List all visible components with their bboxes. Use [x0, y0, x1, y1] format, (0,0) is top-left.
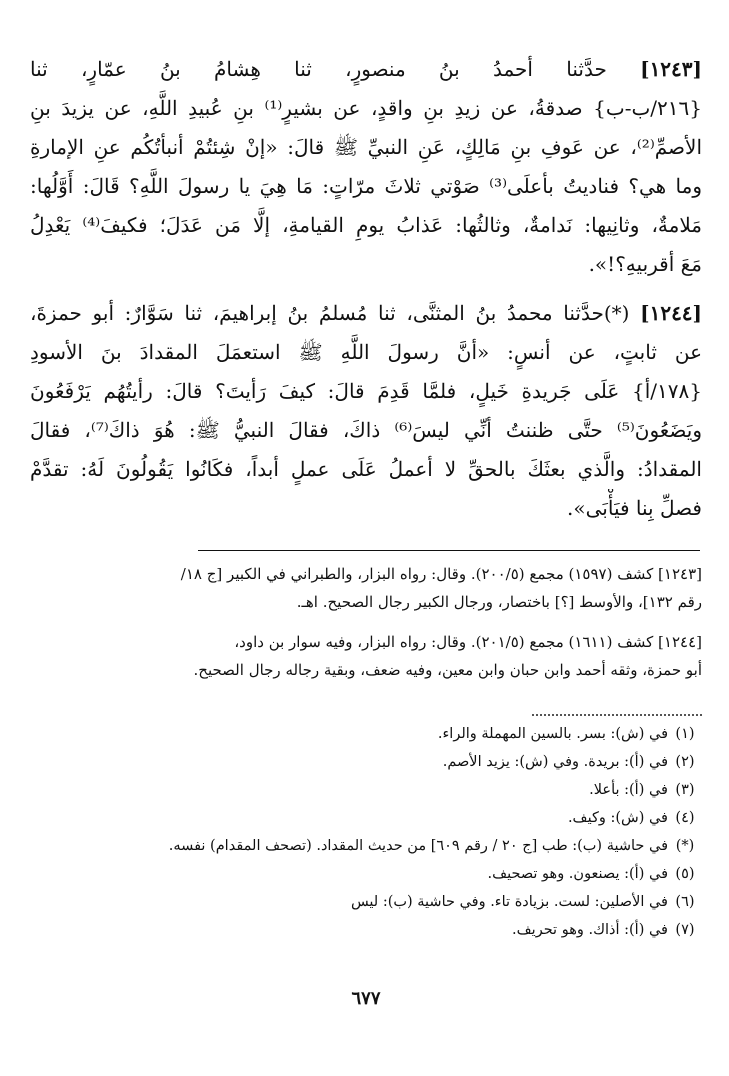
text-line [30, 50, 702, 89]
hadith-line: حدَّثنا أحمدُ بنُ منصورٍ، ثنا هِشامُ بنُ عمّارٍ، ثنا [30, 57, 607, 81]
takhrij-line: أبو حمزة، وثقه أحمد وابن حبان وابن معين، وفيه ضعف، وبقية رجاله رجال الصحيح. [193, 661, 702, 679]
hadith-line: {١٧٨/أ} عَلَى جَريدةِ خَيلٍ، فلمَّا قَدِمَ قالَ: كيفَ رَأيتَ؟ قالَ: رأيتُهُم يَرْفَعُونَ [30, 379, 702, 403]
footnote [30, 860, 702, 888]
takhrij-line: رقم ١٣٢]، والأوسط [؟] باختصار، ورجال الكبير رجال الصحيح. اهـ. [296, 593, 702, 611]
footnote-text: في (أ): بأعلا. [589, 782, 668, 798]
footnote-text: في (ش): وكيف. [567, 810, 668, 826]
footnote-text: في الأصلين: لست. بزيادة تاء. وفي حاشية (ب): ليس [350, 894, 668, 910]
footnote-number: (٥) [675, 866, 695, 882]
hadith-line: الأصمِّ⁽²⁾، عن عَوفِ بنِ مَالِكٍ، عَنِ النبيِّ ﷺ قالَ: «إنْ شِئتُمْ أنبأتُكُم عنِ الإمارةِ [30, 135, 702, 159]
document-page [30, 36, 702, 1056]
footnote [30, 776, 702, 804]
text-line [30, 294, 702, 333]
footnote-number: (٢) [675, 754, 695, 770]
hadith-number: [١٢٤٤] [640, 301, 702, 325]
footnotes [30, 720, 702, 944]
footnote-text: في (أ): أذاك. وهو تحريف. [512, 922, 668, 938]
paragraph-gap [30, 616, 702, 628]
hadith-line: {٢١٦/ب-ب} صدقةُ، عن زيدِ بنِ واقدٍ، عن بشيرٍ⁽¹⁾ بنِ عُبيدِ اللَّهِ، عن يزيدَ بنِ [30, 96, 702, 120]
footnote-divider [532, 714, 702, 716]
section-divider [198, 550, 700, 551]
footnote [30, 832, 702, 860]
footnote [30, 748, 702, 776]
hadith-line: فصلِّ بِنا فيَأْبَى». [567, 496, 702, 520]
footnote-text: في حاشية (ب): طب [ج ٢٠ / رقم ٦٠٩] من حديث المقداد. (تصحف المقدام) نفسه. [168, 838, 668, 854]
hadith-1243 [30, 50, 702, 284]
footnote [30, 804, 702, 832]
hadith-line: عن ثابتٍ، عن أنسٍ: «أنَّ رسولَ اللَّهِ ﷺ استعمَلَ المقدادَ بنَ الأسودِ [30, 340, 702, 364]
paragraph-gap [30, 284, 702, 294]
footnote-number: (٧) [675, 922, 695, 938]
footnote [30, 888, 702, 916]
footnote-number: (*) [675, 838, 695, 854]
takhrij-line: [١٢٤٣] كشف (١٥٩٧) مجمع (٢٠٠/٥). وقال: رواه البزار، والطبراني في الكبير [ج ١٨/ [180, 565, 702, 583]
hadith-number: [١٢٤٣] [640, 57, 702, 81]
footnote-number: (٦) [675, 894, 695, 910]
footnote-number: (٤) [675, 810, 695, 826]
main-text [30, 50, 702, 528]
hadith-1244 [30, 294, 702, 528]
footnote-number: (٣) [675, 782, 695, 798]
footnote-number: (١) [675, 726, 695, 742]
takhrij-section [30, 560, 702, 684]
hadith-line: ويَضَعُونَ⁽⁵⁾ حتَّى ظننتُ أنِّي ليسَ⁽⁶⁾ ذاكَ، فقالَ النبيُّ ﷺ: هُوَ ذاكَ⁽⁷⁾، فقالَ [30, 418, 702, 442]
footnote [30, 916, 702, 944]
page-number: ٦٧٧ [351, 988, 381, 1009]
footnote-text: في (أ): يصنعون. وهو تصحيف. [487, 866, 668, 882]
hadith-line: مَعَ أقربيهِ؟!». [588, 252, 702, 276]
hadith-line: مَلامةٌ، وثانِيها: نَدامةٌ، وثالثُها: عَذابُ يومِ القيامةِ، إلَّا مَن عَدَلَ؛ فكيفَ⁽⁴⁾ يَعْدِلُ [30, 213, 702, 237]
hadith-line: وما هي؟ فناديتُ بأعلَى⁽³⁾ صَوْتي ثلاثَ مرّاتٍ: مَا هِيَ يا رسولَ اللَّهِ؟ قَالَ: أَوَّلُها: [30, 174, 702, 198]
hadith-line: المقدادُ: والَّذي بعثَكَ بالحقِّ لا أعملُ عَلَى عملٍ أبداً، فكَانُوا يَقُولُونَ لَهُ: تقدَّمْ [30, 457, 702, 481]
footnote [30, 720, 702, 748]
takhrij-line: [١٢٤٤] كشف (١٦١١) مجمع (٢٠١/٥). وقال: رواه البزار، وفيه سوار بن داود، [234, 633, 702, 651]
footnote-text: في (ش): بسر. بالسين المهملة والراء. [437, 726, 668, 742]
footnote-text: في (أ): بريدة. وفي (ش): يزيد الأصم. [442, 754, 668, 770]
hadith-line: (*)حدَّثنا محمدُ بنُ المثنَّى، ثنا مُسلمُ بنُ إبراهيمَ، ثنا سَوَّارٌ: أبو حمزةَ، [30, 301, 630, 325]
